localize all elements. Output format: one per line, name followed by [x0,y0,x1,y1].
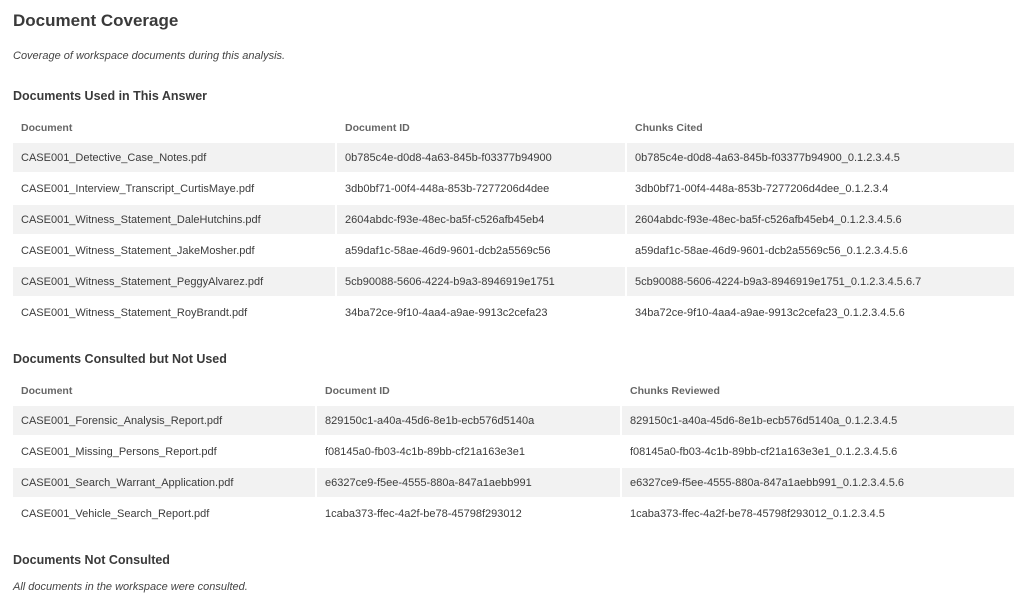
chunks-cell: 3db0bf71-00f4-448a-853b-7277206d4dee_0.1.2.3.4 [627,174,1014,203]
table-row [13,236,1014,265]
column-header-document: Document [21,384,73,397]
document-id-cell: 3db0bf71-00f4-448a-853b-7277206d4dee [337,174,627,203]
chunks-cell: 34ba72ce-9f10-4aa4-a9ae-9913c2cefa23_0.1.2.3.4.5.6 [627,298,1014,327]
document-id-cell: 5cb90088-5606-4224-b9a3-8946919e1751 [337,267,627,296]
table-row [13,437,1014,466]
table-row [13,298,1014,327]
column-header-document: Document [21,121,73,134]
column-header-document-id: Document ID [325,384,390,397]
document-name-cell: CASE001_Witness_Statement_DaleHutchins.pdf [13,205,337,234]
chunks-cell: 2604abdc-f93e-48ec-ba5f-c526afb45eb4_0.1.2.3.4.5.6 [627,205,1014,234]
table-header-row [13,114,1014,141]
chunks-cell: a59daf1c-58ae-46d9-9601-dcb2a5569c56_0.1.2.3.4.5.6 [627,236,1014,265]
chunks-cell: 5cb90088-5606-4224-b9a3-8946919e1751_0.1.2.3.4.5.6.7 [627,267,1014,296]
chunks-cell: e6327ce9-f5ee-4555-880a-847a1aebb991_0.1.2.3.4.5.6 [622,468,1014,497]
document-id-cell: 1caba373-ffec-4a2f-be78-45798f293012 [317,499,622,528]
not-consulted-note: All documents in the workspace were consulted. [13,581,248,593]
column-header-chunks-cited: Chunks Cited [635,121,703,134]
not-consulted-heading: Documents Not Consulted [13,553,170,567]
column-header-document-id: Document ID [345,121,410,134]
used-documents-heading: Documents Used in This Answer [13,89,208,103]
document-name-cell: CASE001_Witness_Statement_JakeMosher.pdf [13,236,337,265]
document-name-cell: CASE001_Vehicle_Search_Report.pdf [13,499,317,528]
document-name-cell: CASE001_Search_Warrant_Application.pdf [13,468,317,497]
chunks-cell: 1caba373-ffec-4a2f-be78-45798f293012_0.1.2.3.4.5 [622,499,1014,528]
document-name-cell: CASE001_Missing_Persons_Report.pdf [13,437,317,466]
document-name-cell: CASE001_Interview_Transcript_CurtisMaye.pdf [13,174,337,203]
chunks-cell: 829150c1-a40a-45d6-8e1b-ecb576d5140a_0.1.2.3.4.5 [622,406,1014,435]
table-row [13,406,1014,435]
used-documents-table [13,112,1014,329]
table-row [13,499,1014,528]
table-row [13,468,1014,497]
consulted-documents-heading: Documents Consulted but Not Used [13,352,227,366]
document-id-cell: a59daf1c-58ae-46d9-9601-dcb2a5569c56 [337,236,627,265]
page-subtitle: Coverage of workspace documents during this analysis. [13,50,286,62]
document-id-cell: 34ba72ce-9f10-4aa4-a9ae-9913c2cefa23 [337,298,627,327]
chunks-cell: 0b785c4e-d0d8-4a63-845b-f03377b94900_0.1.2.3.4.5 [627,143,1014,172]
table-header-row [13,377,1014,404]
document-id-cell: f08145a0-fb03-4c1b-89bb-cf21a163e3e1 [317,437,622,466]
page-title: Document Coverage [13,11,179,30]
document-name-cell: CASE001_Witness_Statement_RoyBrandt.pdf [13,298,337,327]
table-row [13,267,1014,296]
table-row [13,174,1014,203]
table-row [13,143,1014,172]
document-id-cell: 829150c1-a40a-45d6-8e1b-ecb576d5140a [317,406,622,435]
consulted-documents-table [13,375,1014,530]
document-name-cell: CASE001_Forensic_Analysis_Report.pdf [13,406,317,435]
document-id-cell: 2604abdc-f93e-48ec-ba5f-c526afb45eb4 [337,205,627,234]
document-id-cell: e6327ce9-f5ee-4555-880a-847a1aebb991 [317,468,622,497]
column-header-chunks-reviewed: Chunks Reviewed [630,384,720,397]
chunks-cell: f08145a0-fb03-4c1b-89bb-cf21a163e3e1_0.1.2.3.4.5.6 [622,437,1014,466]
document-name-cell: CASE001_Detective_Case_Notes.pdf [13,143,337,172]
document-name-cell: CASE001_Witness_Statement_PeggyAlvarez.pdf [13,267,337,296]
document-id-cell: 0b785c4e-d0d8-4a63-845b-f03377b94900 [337,143,627,172]
table-row [13,205,1014,234]
